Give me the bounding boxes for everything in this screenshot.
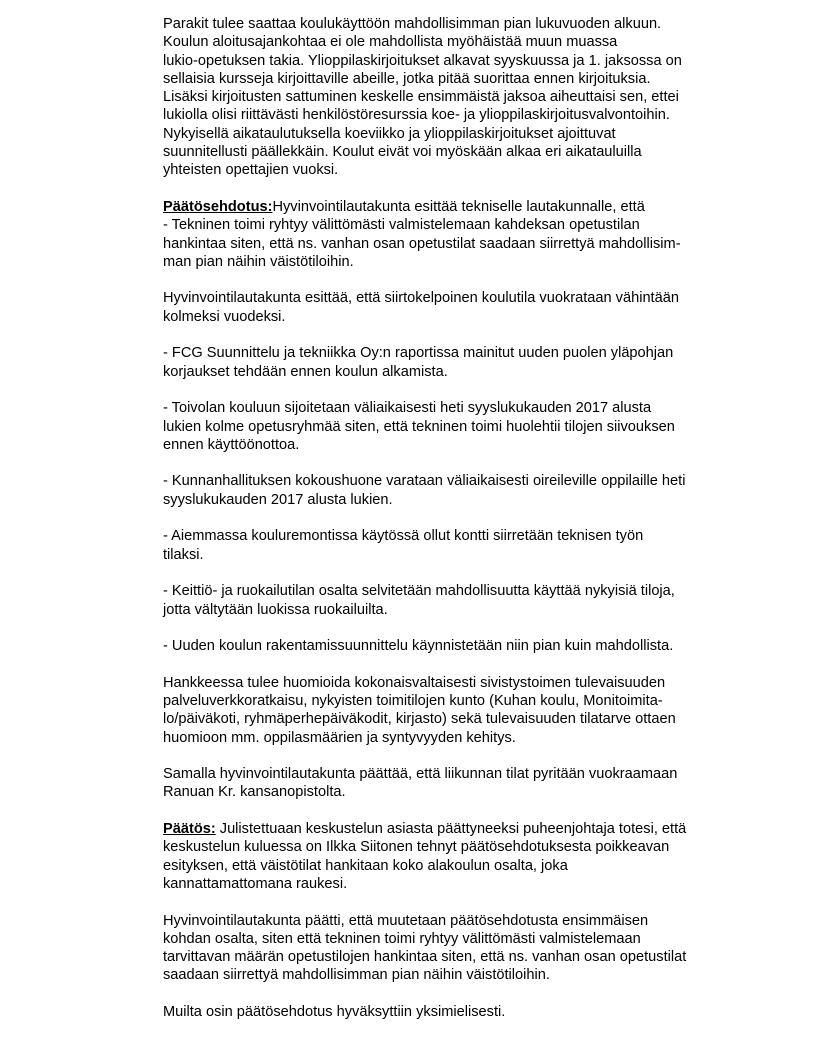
text-line: hankintaa siten, että ns. vanhan osan opetustilat saadaan siirrettyä mahdollisim-	[163, 235, 681, 252]
paragraph-new-school	[163, 637, 753, 655]
paragraph-sports-facilities	[163, 765, 753, 802]
text-line: huomioon mm. oppilasmäärien ja syntyvyyden kehitys.	[163, 729, 516, 746]
proposal-intro: Hyvinvointilautakunta esittää tekniselle lautakunnalle, että	[272, 198, 645, 215]
paragraph-lease	[163, 289, 753, 326]
text-line: - Keittiö- ja ruokailutilan osalta selvitetään mahdollisuutta käyttää nykyisiä tiloja,	[163, 583, 675, 600]
paragraph-fcg-report	[163, 344, 753, 381]
paragraph-container	[163, 527, 753, 564]
text-line	[163, 198, 753, 216]
text-line: Nykyisellä aikataulutuksella koeviikko ja ylioppilaskirjoitukset ajoittuvat	[163, 125, 616, 142]
text-line: lo/päiväkoti, ryhmäperhepäiväkodit, kirjasto) sekä tulevaisuuden tilatarve ottaen	[163, 711, 676, 728]
text-line: - Toivolan kouluun sijoitetaan väliaikaisesti heti syyslukukauden 2017 alusta	[163, 400, 652, 417]
text-line: sellaisia kursseja kirjoittaville abeille, jotka pitää suorittaa ennen kirjoituksia.	[163, 70, 651, 87]
text-line: - Aiemmassa kouluremontissa käytössä ollut kontti siirretään teknisen työn	[163, 528, 644, 545]
decision-label: Päätös:	[163, 821, 216, 838]
text-line: keskustelun kuluessa on Ilkka Siitonen tehnyt päätösehdotuksesta poikkeavan	[163, 839, 670, 856]
text-line: - Kunnanhallituksen kokoushuone varataan väliaikaisesti oireileville oppilaille heti	[163, 473, 686, 490]
text-line: esityksen, että väistötilat hankitaan koko alakoulun osalta, joka	[163, 857, 568, 874]
paragraph-service-network	[163, 674, 753, 747]
text-line: tilaksi.	[163, 546, 204, 563]
paragraph-toivola	[163, 399, 753, 454]
text-line: Ranuan Kr. kansanopistolta.	[163, 784, 346, 801]
paragraph-decision-proposal	[163, 198, 753, 271]
text-line: - Tekninen toimi ryhtyy välittömästi valmistelemaan kahdeksan opetustilan	[163, 217, 640, 234]
text-line: lukio-opetuksen takia. Ylioppilaskirjoitukset alkavat syyskuussa ja 1. jaksossa on	[163, 52, 682, 69]
text-line: Parakit tulee saattaa koulukäyttöön mahdollisimman pian lukuvuoden alkuun.	[163, 16, 662, 32]
paragraph-amended-decision	[163, 912, 753, 985]
text-line: kolmeksi vuodeksi.	[163, 308, 286, 325]
text-line: jotta vältytään luokissa ruokailuilta.	[163, 601, 388, 618]
text-line: lukien kolme opetusryhmää siten, että tekninen toimi huolehtii tilojen siivouksen	[163, 418, 675, 435]
text-line: ennen käyttöönottoa.	[163, 436, 300, 453]
text-line: Samalla hyvinvointilautakunta päättää, että liikunnan tilat pyritään vuokraamaan	[163, 766, 678, 783]
text-line	[163, 820, 753, 838]
text-line: palveluverkkoratkaisu, nykyisten toimitilojen kunto (Kuhan koulu, Monitoimita-	[163, 692, 663, 709]
text-line: - Uuden koulun rakentamissuunnittelu käynnistetään niin pian kuin mahdollista.	[163, 638, 674, 655]
text-line: kohdan osalta, siten että tekninen toimi ryhtyy välittömästi valmistelemaan	[163, 930, 641, 947]
text-line: saadaan siirrettyä mahdollisimman pian näihin väistötiloihin.	[163, 967, 550, 984]
text-line: yhteisten opettajien vuoksi.	[163, 162, 339, 179]
document-page	[163, 15, 753, 1040]
paragraph-kitchen	[163, 582, 753, 619]
proposal-label: Päätösehdotus:	[163, 198, 273, 215]
paragraph-decision	[163, 820, 753, 893]
text-line: Lisäksi kirjoitusten sattuminen keskelle ensimmäistä jaksoa aiheuttaisi sen, ettei	[163, 89, 679, 106]
text-line: Hyvinvointilautakunta päätti, että muutetaan päätösehdotusta ensimmäisen	[163, 912, 649, 929]
paragraph-unanimous	[163, 1003, 753, 1021]
text-line: suunnitellusti päällekkäin. Koulut eivät voi myöskään alkaa eri aikatauluilla	[163, 144, 642, 161]
paragraph-school-schedule	[163, 15, 753, 180]
text-line: man pian näihin väistötiloihin.	[163, 253, 354, 270]
text-line: syyslukukauden 2017 alusta lukien.	[163, 491, 393, 508]
text-line: Hyvinvointilautakunta esittää, että siirtokelpoinen koulutila vuokrataan vähintään	[163, 290, 679, 307]
text-line: korjaukset tehdään ennen koulun alkamista.	[163, 363, 448, 380]
text-line: lukiolla olisi riittävästi henkilöstöresurssia koe- ja ylioppilaskirjoitusvalvontoihin.	[163, 107, 670, 124]
decision-intro: Julistettuaan keskustelun asiasta päättyneeksi puheenjohtaja totesi, että	[215, 821, 687, 838]
paragraph-meeting-room	[163, 472, 753, 509]
text-line: kannattamattomana raukesi.	[163, 875, 348, 892]
text-line: Muilta osin päätösehdotus hyväksyttiin yksimielisesti.	[163, 1004, 506, 1021]
text-line: tarvittavan määrän opetustilojen hankintaa siten, että ns. vanhan osan opetustilat	[163, 949, 687, 966]
text-line: - FCG Suunnittelu ja tekniikka Oy:n raportissa mainitut uuden puolen yläpohjan	[163, 345, 674, 362]
text-line: Koulun aloitusajankohtaa ei ole mahdollista myöhäistää muun muassa	[163, 34, 618, 51]
text-line: Hankkeessa tulee huomioida kokonaisvaltaisesti sivistystoimen tulevaisuuden	[163, 674, 666, 691]
